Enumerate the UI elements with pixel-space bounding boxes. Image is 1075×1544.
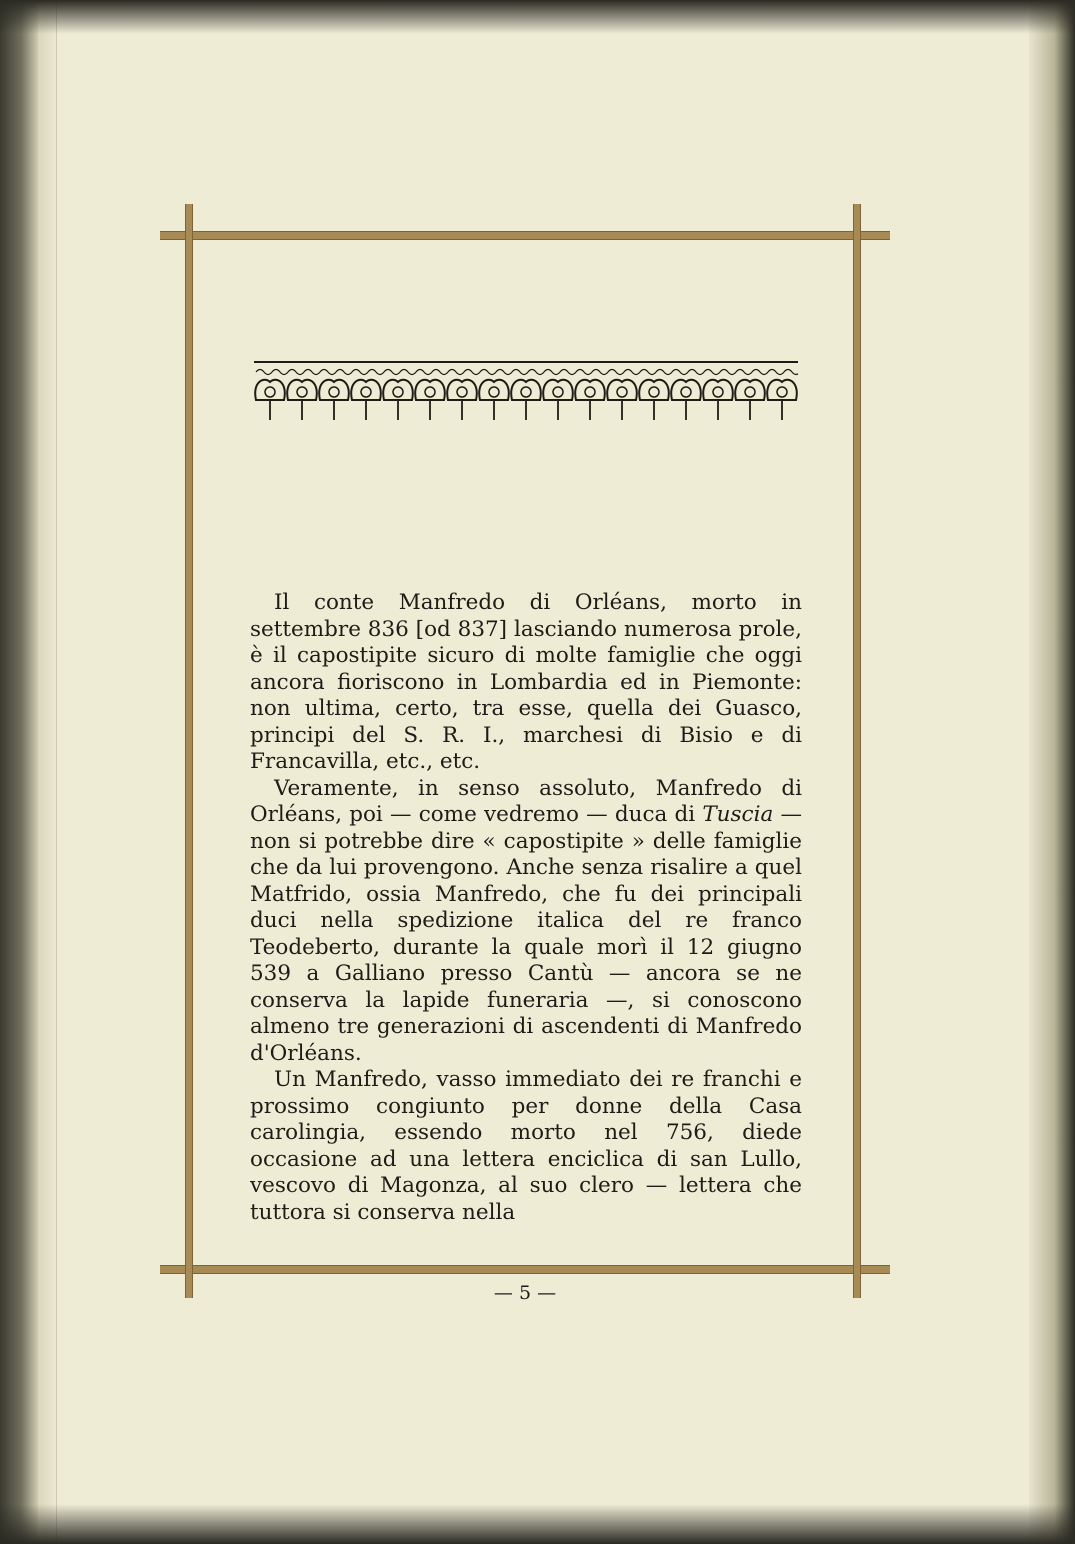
scan-binding-shadow — [0, 0, 38, 1544]
ornament-motif — [255, 380, 285, 420]
paragraph-2-part-2: — non si potrebbe dire « capostipite » delle famiglie che da lui provengono. Anche senza risalire a quel Matfrido, ossia Manfredo, che fu dei principali duci nella spedizione italica del re franco Teodeberto, durante la quale morì il 12 giugno 539 a Galliano presso Cantù — ancora se ne conserva la lapide funeraria —, si conoscono almeno tre generazioni di ascendenti di Manfredo d'Orléans. — [250, 802, 802, 1066]
frame-right-rule — [853, 204, 861, 1298]
frame-bottom-rule — [160, 1265, 890, 1274]
paragraph-1: Il conte Manfredo di Orléans, morto in settembre 836 [od 837] lasciando numerosa prole, è il capostipite sicuro di molte famiglie che oggi ancora fioriscono in Lombardia ed in Piemonte: non ultima, certo, tra esse, quella dei Guasco, principi del S. R. I., marchesi di Bisio e di Francavilla, etc., etc. — [250, 590, 802, 774]
ornament-motif — [479, 380, 509, 420]
paragraph-2-part-1: Veramente, in senso assoluto, Manfredo di Orléans, poi — come vedremo — duca di — [250, 775, 802, 827]
ornament-motif — [351, 380, 381, 420]
page-right-edge-shadow — [1029, 0, 1075, 1544]
ornament-motif — [287, 380, 317, 420]
ornament-motif — [735, 380, 765, 420]
ornament-motif — [415, 380, 445, 420]
ornament-motif — [447, 380, 477, 420]
previous-page-edge — [38, 0, 57, 1544]
ornament-motif — [767, 380, 797, 420]
ornamental-header-band — [254, 360, 798, 430]
ornament-motif — [671, 380, 701, 420]
ornament-motif — [703, 380, 733, 420]
paragraph-2 — [250, 776, 802, 1068]
italic-tuscia: Tuscia — [702, 802, 774, 827]
ornament-motif — [639, 380, 669, 420]
ornament-wave — [256, 370, 798, 375]
page-number: — 5 — — [493, 1282, 557, 1304]
ornament-motif — [575, 380, 605, 420]
ornament-motif — [543, 380, 573, 420]
paragraph-3: Un Manfredo, vasso immediato dei re franchi e prossimo congiunto per donne della Casa carolingia, essendo morto nel 756, diede occasione ad una lettera enciclica di san Lullo, vescovo di Magonza, al suo clero — lettera che tuttora si conserva nella — [250, 1067, 802, 1225]
ornament-motif — [607, 380, 637, 420]
ornament-motif — [511, 380, 541, 420]
frame-top-rule — [160, 231, 890, 240]
body-text — [250, 590, 802, 1226]
ornament-motif — [319, 380, 349, 420]
scan-bottom-shadow — [0, 1504, 1075, 1544]
scan-top-shadow — [0, 0, 1075, 34]
ornament-motif — [383, 380, 413, 420]
frame-left-rule — [185, 204, 193, 1298]
